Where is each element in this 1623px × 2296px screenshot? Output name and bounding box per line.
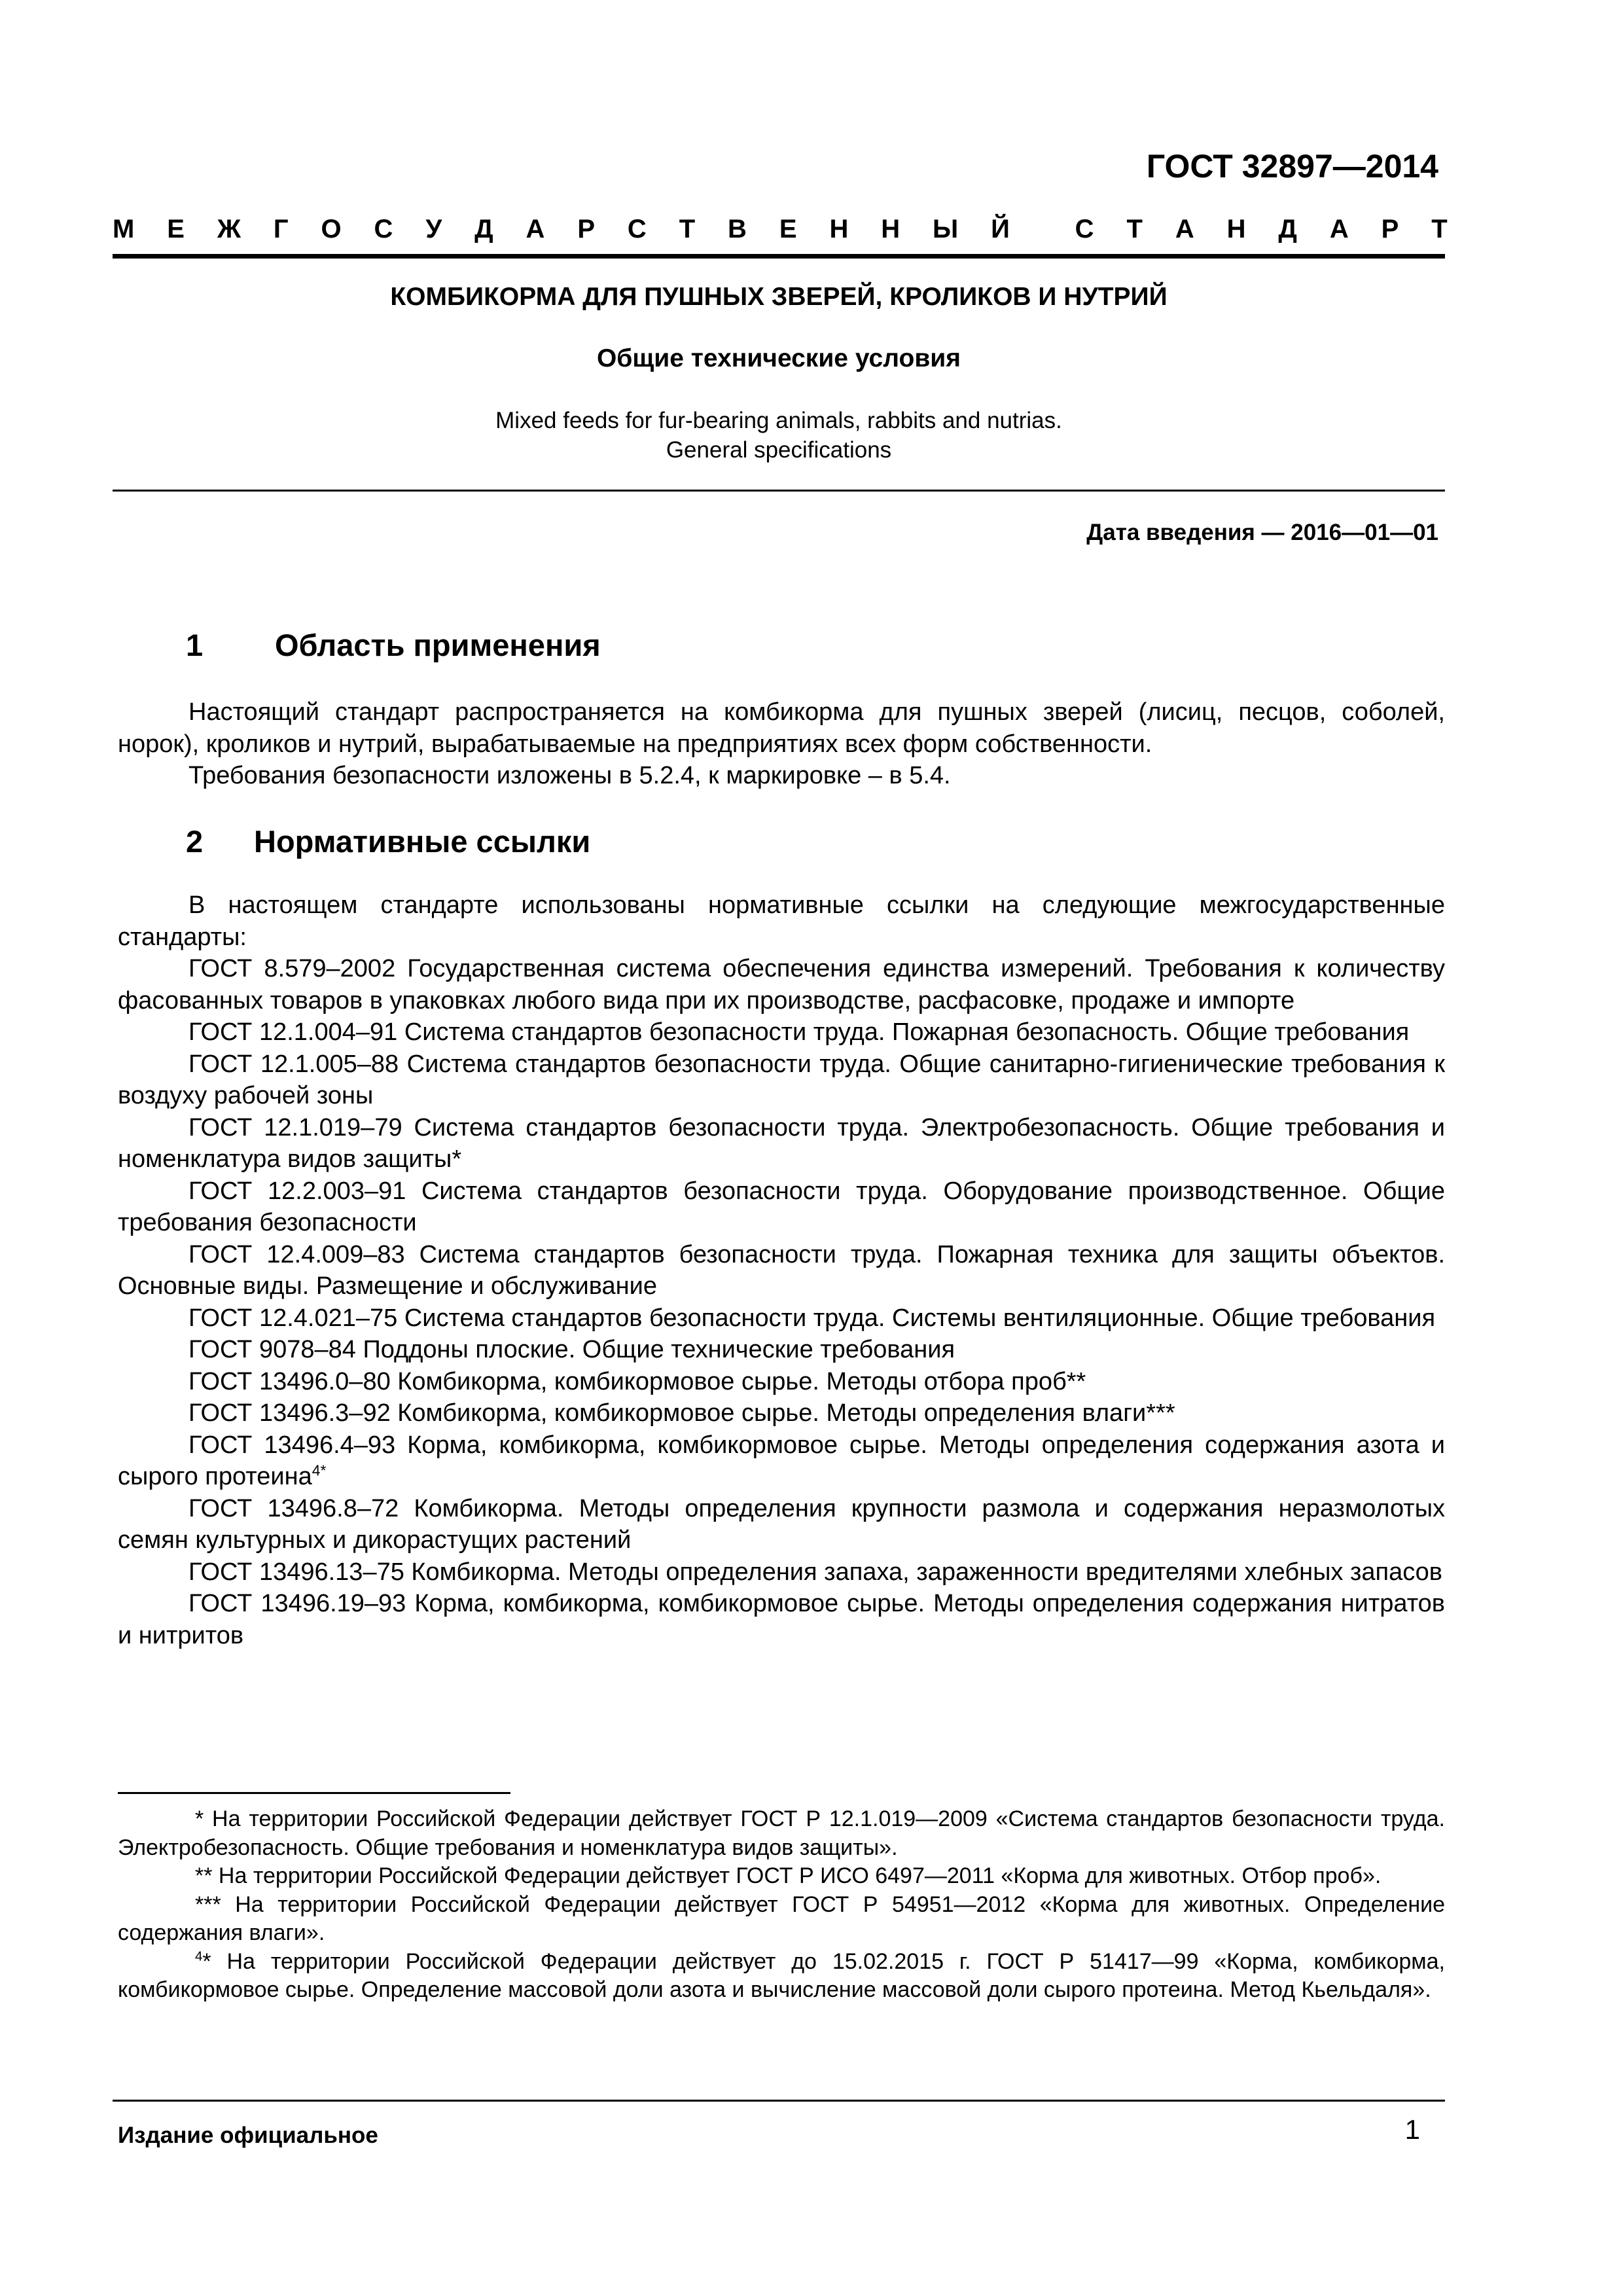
banner-letter: Й: [991, 215, 1010, 243]
banner-letter: А: [526, 215, 545, 243]
footnote: [118, 1948, 1445, 2005]
banner-letter: Н: [1226, 215, 1246, 243]
reference-item: ГОСТ 12.4.021–75 Система стандартов безопасности труда. Системы вентиляционные. Общие требования: [188, 1304, 1436, 1332]
reference-item: [118, 1429, 1445, 1493]
banner-letter: О: [321, 215, 342, 243]
reference-item: ГОСТ 12.2.003–91 Система стандартов безопасности труда. Оборудование производственное. Общие требования безопасности: [118, 1177, 1445, 1236]
banner-letter: Г: [273, 215, 289, 243]
english-title: [113, 406, 1445, 465]
section1-body: [118, 696, 1445, 792]
reference-item: ГОСТ 13496.8–72 Комбикорма. Методы определения крупности размола и содержания неразмолотых семян культурных и дикорастущих растений: [118, 1494, 1445, 1554]
reference-item: ГОСТ 8.579–2002 Государственная система обеспечения единства измерений. Требования к количеству фасованных товаров в упаковках любого вида при их производстве, расфасовке, продаже и импорте: [118, 955, 1445, 1014]
reference-item: ГОСТ 13496.0–80 Комбикорма, комбикормовое сырье. Методы отбора проб**: [188, 1367, 1086, 1395]
banner-letter: Т: [679, 215, 696, 243]
banner-letter: С: [1075, 215, 1094, 243]
footnote: *** На территории Российской Федерации действует ГОСТ Р 54951—2012 «Корма для животных. Определение содержания влаги».: [118, 1892, 1445, 1945]
edition-label: Издание официальное: [118, 2123, 378, 2148]
interstate-standard-banner: [113, 215, 1448, 244]
section1-paragraph: Требования безопасности изложены в 5.2.4, к маркировке – в 5.4.: [188, 762, 951, 789]
section1-number: 1: [186, 628, 204, 662]
banner-letter: М: [113, 215, 135, 243]
banner-letter: Д: [1278, 215, 1297, 243]
footnote: ** На территории Российской Федерации действует ГОСТ Р ИСО 6497—2011 «Корма для животных. Отбор проб».: [195, 1863, 1382, 1888]
footnotes: [118, 1805, 1445, 2005]
section2-body: [118, 889, 1445, 1651]
section2-intro: В настоящем стандарте использованы нормативные ссылки на следующие межгосударственные стандарты:: [118, 891, 1445, 951]
header-rule: [113, 254, 1445, 259]
title-rule: [113, 490, 1445, 492]
banner-letter: Н: [881, 215, 901, 243]
footnote-text: * На территории Российской Федерации действует до 15.02.2015 г. ГОСТ Р 51417—99 «Корма, комбикорма, комбикормовое сырье. Определение массовой доли азота и вычисление массовой доли сырого протеина. Метод Кьельдаля».: [118, 1948, 1445, 2002]
reference-item: ГОСТ 12.1.004–91 Система стандартов безопасности труда. Пожарная безопасность. Общие требования: [188, 1018, 1410, 1046]
banner-letter: Д: [474, 215, 493, 243]
section2-title: Нормативные ссылки: [254, 824, 591, 859]
reference-item: ГОСТ 12.4.009–83 Система стандартов безопасности труда. Пожарная техника для защиты объектов. Основные виды. Размещение и обслуживание: [118, 1240, 1445, 1300]
english-title-line1: Mixed feeds for fur-bearing animals, rabbits and nutrias.: [495, 408, 1062, 433]
reference-item: ГОСТ 12.1.005–88 Система стандартов безопасности труда. Общие санитарно-гигиенические требования к воздуху рабочей зоны: [118, 1050, 1445, 1109]
banner-letter: Т: [1126, 215, 1143, 243]
banner-letter: В: [728, 215, 747, 243]
footer-rule: [113, 2100, 1445, 2102]
reference-item: ГОСТ 13496.13–75 Комбикорма. Методы определения запаха, зараженности вредителями хлебных запасов: [188, 1558, 1442, 1586]
document-title: КОМБИКОРМА ДЛЯ ПУШНЫХ ЗВЕРЕЙ, КРОЛИКОВ И НУТРИЙ: [390, 283, 1168, 311]
section2-number: 2: [186, 824, 204, 859]
banner-letter: Е: [167, 215, 185, 243]
introduction-date: Дата введения — 2016—01—01: [1086, 520, 1438, 545]
reference-item: ГОСТ 9078–84 Поддоны плоские. Общие технические требования: [188, 1336, 955, 1363]
banner-letter: Т: [1431, 215, 1448, 243]
banner-letter: Ы: [933, 215, 959, 243]
reference-item: ГОСТ 13496.3–92 Комбикорма, комбикормовое сырье. Методы определения влаги***: [188, 1399, 1175, 1427]
banner-letter: У: [425, 215, 442, 243]
footnote-mark: 4: [195, 1949, 203, 1964]
reference-item: ГОСТ 13496.19–93 Корма, комбикорма, комбикормовое сырье. Методы определения содержания нитратов и нитритов: [118, 1590, 1445, 1649]
banner-letter: С: [374, 215, 393, 243]
banner-letter: А: [1175, 215, 1194, 243]
footnote-mark: 4*: [312, 1462, 327, 1479]
footnote-separator: [118, 1792, 510, 1794]
banner-letter: А: [1329, 215, 1349, 243]
gost-number: ГОСТ 32897—2014: [1146, 148, 1438, 185]
reference-item-text: ГОСТ 13496.4–93 Корма, комбикорма, комбикормовое сырье. Методы определения содержания азота и сырого протеина: [118, 1431, 1445, 1490]
document-subtitle: Общие технические условия: [596, 344, 961, 372]
english-title-line2: General specifications: [666, 437, 892, 463]
banner-letter: Н: [829, 215, 849, 243]
banner-letter: Р: [1381, 215, 1399, 243]
banner-letter: Р: [577, 215, 595, 243]
section1-paragraph: Настоящий стандарт распространяется на комбикорма для пушных зверей (лисиц, песцов, соболей, норок), кроликов и нутрий, вырабатываемые на предприятиях всех форм собственности.: [118, 698, 1445, 758]
page-number: 1: [1404, 2114, 1420, 2145]
banner-letter: С: [627, 215, 647, 243]
banner-letter: Е: [779, 215, 797, 243]
footnote: * На территории Российской Федерации действует ГОСТ Р 12.1.019—2009 «Система стандартов безопасности труда. Электробезопасность. Общие требования и номенклатура видов защиты».: [118, 1806, 1445, 1860]
banner-letter: Ж: [217, 215, 241, 243]
section1-title: Область применения: [275, 628, 601, 662]
reference-item: ГОСТ 12.1.019–79 Система стандартов безопасности труда. Электробезопасность. Общие требования и номенклатура видов защиты*: [118, 1113, 1445, 1173]
